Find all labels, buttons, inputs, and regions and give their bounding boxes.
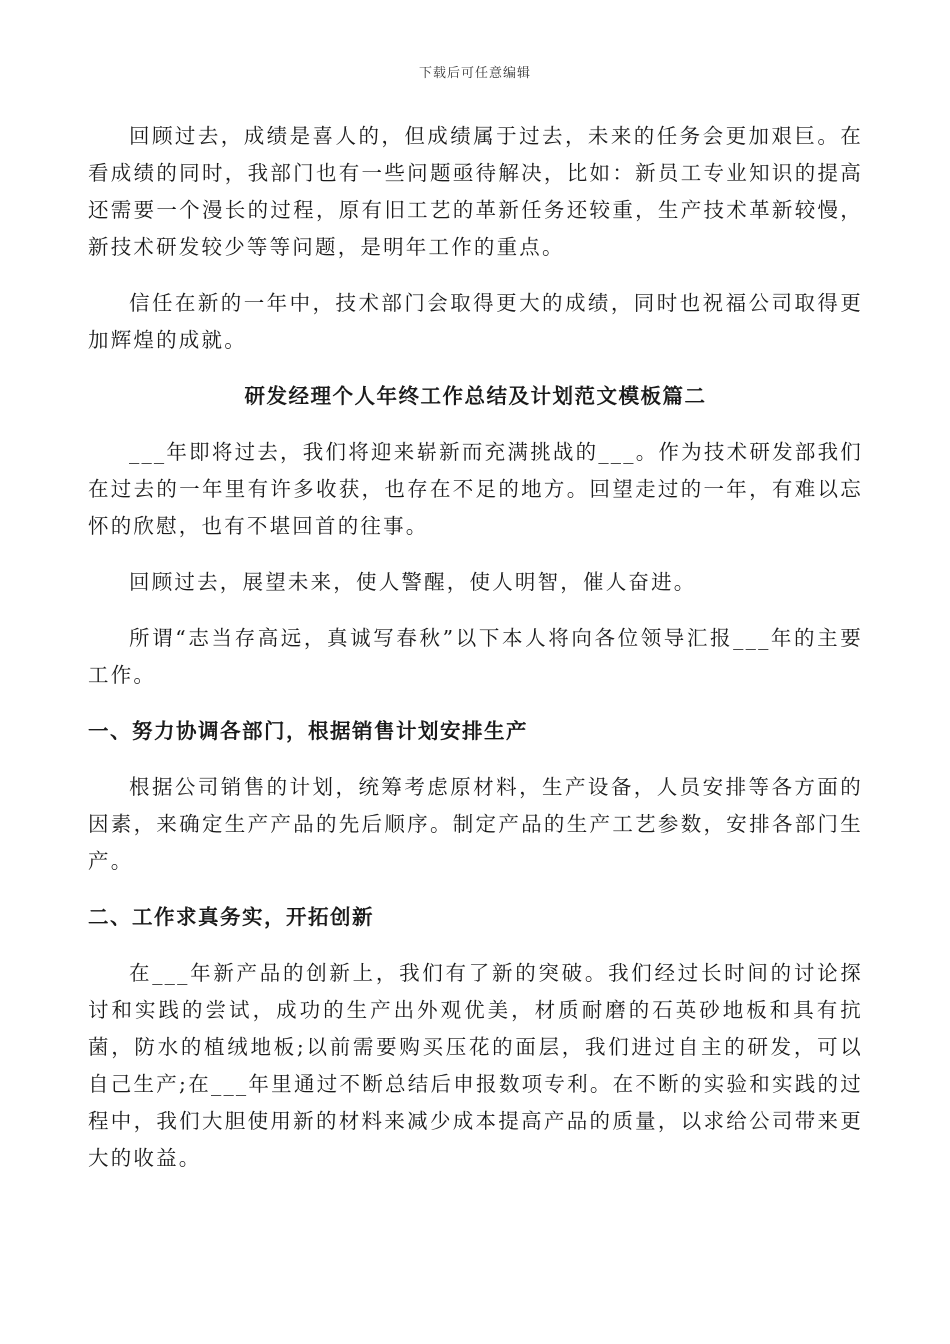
section-heading-coordinate: 一、努力协调各部门，根据销售计划安排生产	[88, 719, 528, 743]
paragraph-innovation: 在___年新产品的创新上，我们有了新的突破。我们经过长时间的讨论探讨和实践的尝试，成功的生产出外观优美，材质耐磨的石英砂地板和具有抗菌，防水的植绒地板;以前需要购买压花的面层，我们进过自主的研发，可以自己生产;在___年里通过不断总结后申报数项专利。在不断的实验和实践的过程中，我们大胆使用新的材料来减少成本提高产品的质量，以求给公司带来更大的收益。	[88, 961, 863, 1170]
section-title: 研发经理个人年终工作总结及计划范文模板篇二	[244, 384, 707, 408]
section-heading-innovation: 二、工作求真务实，开拓创新	[88, 905, 374, 929]
paragraph-production-plan: 根据公司销售的计划，统筹考虑原材料，生产设备，人员安排等各方面的因素，来确定生产产品的先后顺序。制定产品的生产工艺参数，安排各部门生产。	[88, 775, 863, 873]
document-body	[88, 118, 863, 1196]
page-header: 下载后可任意编辑	[418, 66, 531, 81]
paragraph-new-year-wish: 信任在新的一年中，技术部门会取得更大的成绩，同时也祝福公司取得更加辉煌的成就。	[88, 291, 863, 352]
paragraph-look-ahead: 回顾过去，展望未来，使人警醒，使人明智，催人奋进。	[129, 570, 697, 594]
paragraph-year-ending: ___年即将过去，我们将迎来崭新而充满挑战的___。作为技术研发部我们在过去的一年里有许多收获，也存在不足的地方。回望走过的一年，有难以忘怀的欣慰，也有不堪回首的往事。	[88, 440, 863, 538]
paragraph-review-past: 回顾过去，成绩是喜人的，但成绩属于过去，未来的任务会更加艰巨。在看成绩的同时，我部门也有一些问题亟待解决，比如：新员工专业知识的提高还需要一个漫长的过程，原有旧工艺的革新任务还较重，生产技术革新较慢，新技术研发较少等等问题，是明年工作的重点。	[88, 124, 863, 259]
paragraph-report-intro: 所谓“志当存高远，真诚写春秋”以下本人将向各位领导汇报___年的主要工作。	[88, 626, 863, 687]
